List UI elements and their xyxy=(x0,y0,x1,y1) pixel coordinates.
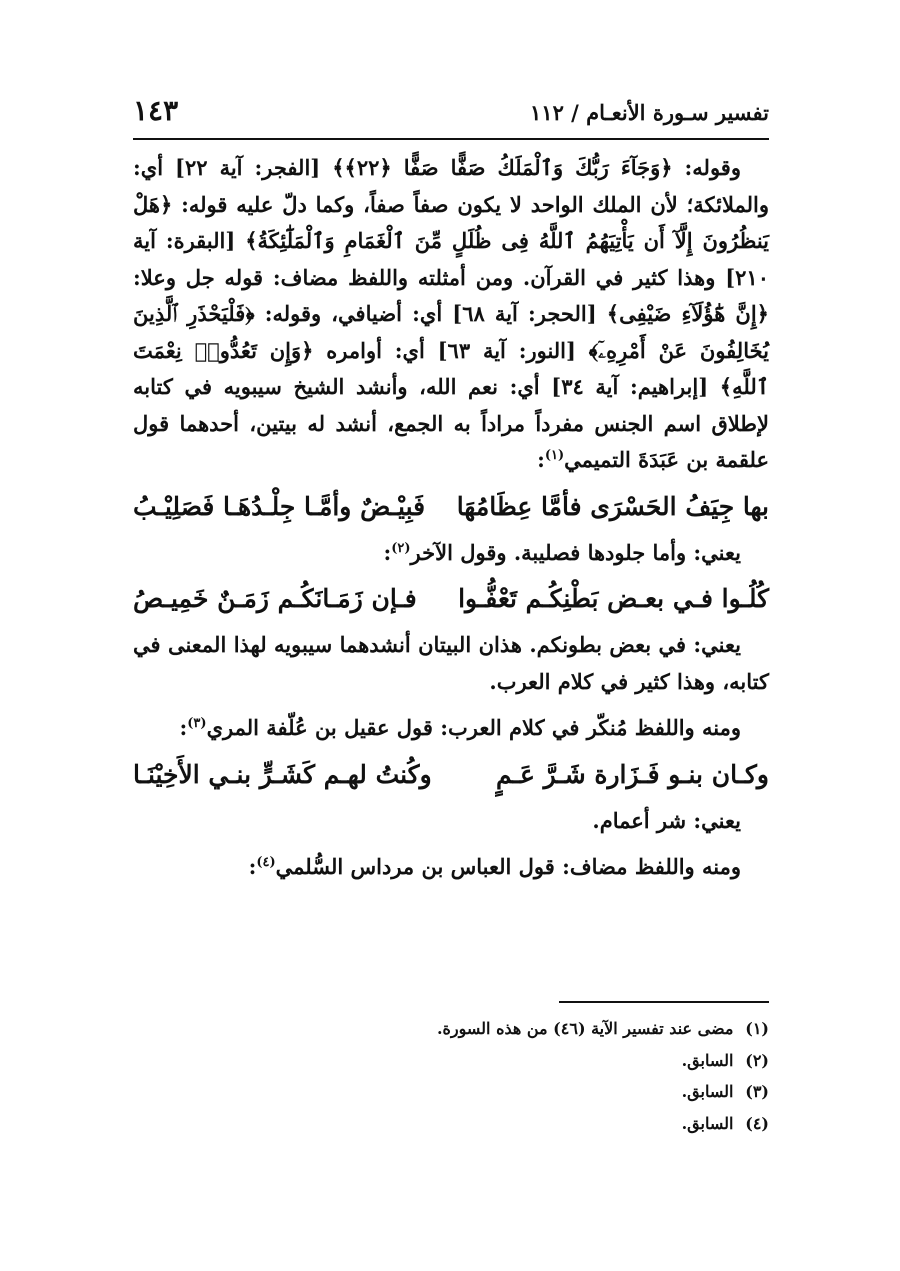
poetry-verse-1 xyxy=(133,485,769,529)
quran-verse: ﴿إِنَّ هَٰٓؤُلَآءِ ضَيْفِى﴾ xyxy=(606,301,769,326)
text-run: وقوله: xyxy=(672,155,741,180)
paragraph-4 xyxy=(133,710,769,747)
footnote-text: مضى عند تفسير الآية (٤٦) من هذه السورة. xyxy=(436,1019,734,1038)
page xyxy=(133,88,769,1188)
quran-verse: ﴿فَلْيَحْذَرِ ٱلَّذِينَ يُخَالِفُونَ عَنْ أَمْرِهِۦٓ﴾ xyxy=(133,301,769,363)
poetry-verse-3 xyxy=(133,753,769,797)
text-run: : xyxy=(179,715,188,740)
footnote-ref-3[interactable]: (٣) xyxy=(187,716,207,731)
text-run: [إبراهيم: آية ٣٤] أي: نعم الله، وأنشد الشيخ سيبويه في كتابه لإطلاق اسم الجنس مفرداً مراداً به الجمع، أنشد له بيتين، أحدهما قول علقمة بن عَبَدَةَ التميمي xyxy=(133,374,769,472)
quran-verse: ﴿هَلْ يَنظُرُونَ إِلَّآ أَن يَأْتِيَهُمُ ٱللَّهُ فِى ظُلَلٍ مِّنَ ٱلْغَمَامِ وَٱلْمَلَٰٓئِكَةُ﴾ xyxy=(133,191,770,253)
text-run: [الحجر: آية ٦٨] أي: أضيافي، وقوله: xyxy=(254,301,607,326)
poetry-verse-2 xyxy=(133,577,769,621)
verse-second-hemistich: وكُنتُ لهـم كَشَـرٍّ بنـي الأَخِيْنَـا xyxy=(133,759,432,789)
footnote-1 xyxy=(133,1013,769,1045)
footnote-divider xyxy=(559,1001,769,1003)
footnote-ref-1[interactable]: (١) xyxy=(544,448,565,463)
text-run: : xyxy=(537,447,545,472)
footnote-text: السابق. xyxy=(681,1113,734,1133)
footnote-number: (٣) xyxy=(745,1082,769,1101)
text-run: [النور: آية ٦٣] أي: أوامره xyxy=(313,337,589,363)
footnote-2 xyxy=(133,1045,769,1077)
footnote-text: السابق. xyxy=(681,1050,734,1070)
text-run: [الفجر: آية ٢٢] أي: والملائكة؛ لأن الملك الواحد لا يكون صفاً صفاً، وكما دلّ عليه قوله: xyxy=(133,155,769,217)
footnote-ref-2[interactable]: (٢) xyxy=(391,540,411,556)
text-run: : xyxy=(248,854,257,879)
quran-verse: ﴿وَجَآءَ رَبُّكَ وَٱلْمَلَكُ صَفًّا صَفًّا ﴿٢٢﴾﴾ xyxy=(332,155,673,180)
verse-first-hemistich: كُلُـوا فـي بعـض بَطْنِكُـم تَعْفُّـوا xyxy=(458,584,769,613)
text-run: ومنه واللفظ مضاف: قول العباس بن مرداس السُّلمي xyxy=(275,854,741,879)
footnote-number: (٤) xyxy=(745,1113,769,1133)
text-run: ومنه واللفظ مُنكّر في كلام العرب: قول عقيل بن عُلّفة المري xyxy=(206,715,741,740)
text-run: : xyxy=(383,539,392,565)
main-text xyxy=(133,150,769,886)
footnote-number: (٢) xyxy=(745,1050,769,1070)
page-number: ١٤٣ xyxy=(133,94,179,127)
verse-first-hemistich: بها جِيَفُ الحَسْرَى فأمَّا عِظَامُهَا xyxy=(456,491,769,521)
footnote-ref-4[interactable]: (٤) xyxy=(256,855,276,870)
footnote-3 xyxy=(133,1076,769,1108)
footnote-text: السابق. xyxy=(681,1082,734,1101)
text-run: [البقرة: آية ٢١٠] وهذا كثير في القرآن. ومن أمثلته واللفظ مضاف: قوله جل وعلا: xyxy=(133,228,769,290)
running-title: تفسير سـورة الأنعـام / ١١٢ xyxy=(530,100,769,125)
paragraph-3: يعني: في بعض بطونكم. هذان البيتان أنشدهما سيبويه لهذا المعنى في كتابه، وهذا كثير في كلام العرب. xyxy=(133,632,769,694)
paragraph-1 xyxy=(133,150,769,479)
footnote-4 xyxy=(133,1108,769,1140)
verse-second-hemistich: فـإن زَمَـانَكُـم زَمَـنٌ خَمِيـصُ xyxy=(133,584,417,613)
text-run: يعني: وأما جلودها فصليبة. وقول الآخر xyxy=(410,539,741,565)
verse-first-hemistich: وكـان بنـو فَـزَارة شَـرَّ عَـمٍ xyxy=(496,759,769,789)
footnotes xyxy=(133,1013,769,1139)
footnote-number: (١) xyxy=(745,1019,769,1038)
page-header xyxy=(133,88,769,140)
paragraph-6 xyxy=(133,849,769,886)
paragraph-5: يعني: شر أعمام. xyxy=(592,807,741,833)
paragraph-2 xyxy=(133,535,769,572)
quran-verse: ﴿وَإِن تَعُدُّوا۟ نِعْمَتَ ٱللَّهِ﴾ xyxy=(133,337,770,399)
verse-second-hemistich: فَبِيْـضٌ وأمَّـا جِلْـدُهَـا فَصَلِيْـبُ xyxy=(133,491,426,521)
